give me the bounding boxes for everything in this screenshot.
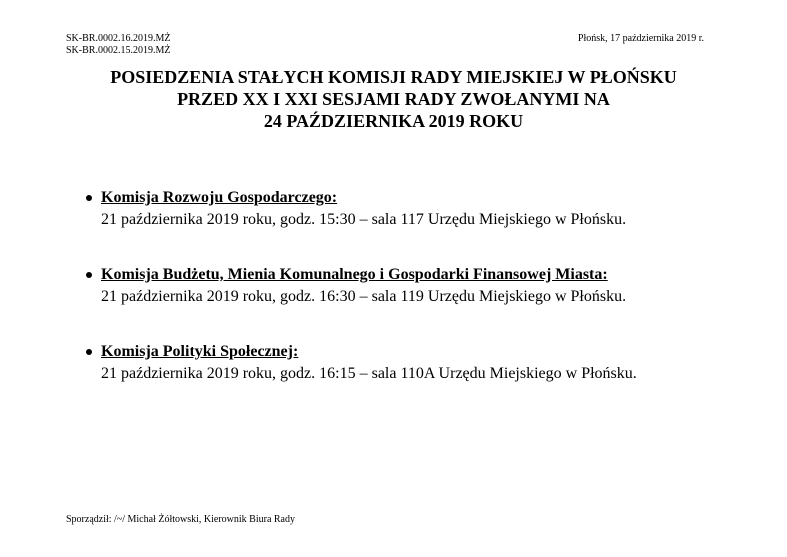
committee-name: Komisja Polityki Społecznej: bbox=[101, 343, 299, 360]
title-line: PRZED XX I XXI SESJAMI RADY ZWOŁANYMI NA bbox=[177, 89, 610, 109]
title-line: 24 PAŹDZIERNIKA 2019 ROKU bbox=[263, 111, 524, 131]
committee-name: Komisja Budżetu, Mienia Komunalnego i Gospodarki Finansowej Miasta: bbox=[101, 266, 608, 283]
reference-number: SK-BR.0002.16.2019.MŻ bbox=[66, 33, 171, 44]
committee-item bbox=[86, 341, 766, 385]
bullet-icon bbox=[86, 195, 92, 201]
reference-number: SK-BR.0002.15.2019.MŻ bbox=[66, 45, 171, 56]
committee-item bbox=[86, 264, 766, 308]
committee-name: Komisja Rozwoju Gospodarczego: bbox=[101, 189, 338, 206]
committee-details: 21 października 2019 roku, godz. 16:15 – sala 110A Urzędu Miejskiego w Płońsku. bbox=[101, 365, 637, 382]
committee-item bbox=[86, 187, 766, 231]
committee-details: 21 października 2019 roku, godz. 15:30 – sala 117 Urzędu Miejskiego w Płońsku. bbox=[101, 211, 627, 228]
committee-list bbox=[86, 187, 766, 418]
place-and-date: Płońsk, 17 października 2019 r. bbox=[577, 33, 704, 44]
bullet-icon bbox=[86, 272, 92, 278]
document-title bbox=[0, 66, 787, 132]
committee-details: 21 października 2019 roku, godz. 16:30 – sala 119 Urzędu Miejskiego w Płońsku. bbox=[101, 288, 627, 305]
title-line: POSIEDZENIA STAŁYCH KOMISJI RADY MIEJSKIEJ W PŁOŃSKU bbox=[110, 67, 677, 87]
prepared-by-note: Sporządził: /~/ Michał Żółtowski, Kierownik Biura Rady bbox=[66, 514, 295, 525]
bullet-icon bbox=[86, 349, 92, 355]
reference-numbers bbox=[66, 33, 170, 57]
